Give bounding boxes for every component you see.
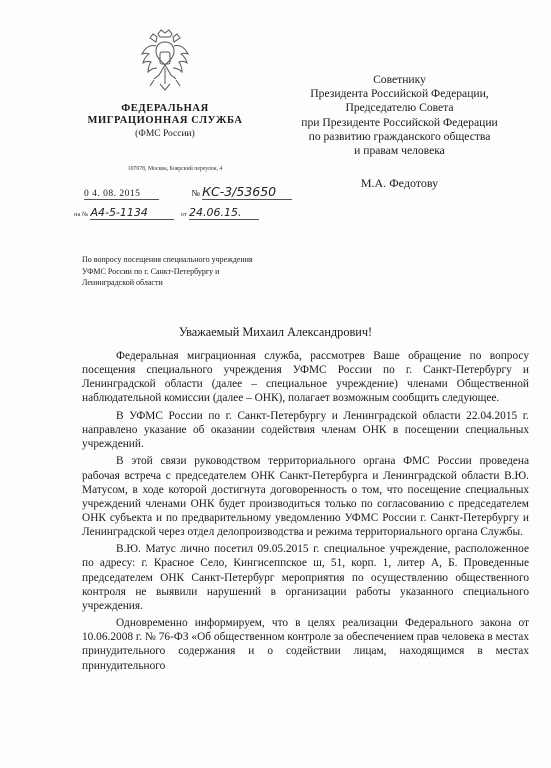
org-abbreviation: (ФМС России) — [135, 129, 195, 139]
subject-line: Ленинградской области — [82, 278, 163, 287]
addressee-line: Президента Российской Федерации, — [310, 87, 489, 101]
outgoing-number: КС-3/53650 — [202, 184, 292, 200]
reference-prefix: на № — [74, 211, 89, 218]
addressee-line: при Президенте Российской Федерации — [301, 115, 498, 129]
org-name — [70, 103, 260, 127]
reference-from-label: от — [180, 211, 187, 218]
org-address: 107078, Москва, Боярский переулок, 4 — [127, 166, 223, 172]
addressee-name: М.А. Федотову — [360, 176, 439, 190]
addressee-block — [262, 73, 537, 158]
reference-line — [74, 206, 259, 220]
coat-of-arms-eagle-icon — [140, 28, 190, 98]
outgoing-date: 0 4. 08. 2015 — [84, 189, 159, 200]
salutation: Уважаемый Михаил Александрович! — [178, 325, 373, 339]
subject-line: По вопросу посещения специального учреждения — [82, 255, 253, 264]
org-name-line1: ФЕДЕРАЛЬНАЯ — [121, 103, 209, 114]
addressee-line: по развитию гражданского общества — [308, 129, 491, 143]
body-paragraph: Федеральная миграционная служба, рассмотрев Ваше обращение по вопросу посещения специального учреждения УФМС России по г. Санкт-Петербургу и Ленинградской области (далее – специальное учреждение) членами Общественной наблюдательной комиссии (далее – ОНК), полагает возможным сообщить следующее. — [82, 350, 529, 405]
addressee-line: Председателю Совета — [345, 101, 454, 115]
body-paragraph: В этой связи руководством территориального органа ФМС России проведена рабочая встреча с председателем ОНК Санкт-Петербурга и Ленинградской области В.Ю. Матусом, в ходе которой достигнута договоренность о том, что посещение специальных учреждений членами ОНК будет производиться только по согласованию с председателем ОНК субъекта и по предварительному уведомлению УФМС России г. Санкт-Петербургу и Ленинградской через отдел делопроизводства и режима территориального органа Службы. — [82, 455, 529, 538]
registration-date-line — [84, 184, 292, 200]
letter-body — [82, 349, 529, 676]
body-paragraph: В УФМС России по г. Санкт-Петербургу и Ленинградской области 22.04.2015 г. направлено указание об оказании содействия членам ОНК в посещении специальных учреждений. — [82, 409, 529, 450]
subject-line: УФМС России по г. Санкт-Петербургу и — [82, 266, 220, 276]
body-paragraph: В.Ю. Матус лично посетил 09.05.2015 г. специальное учреждение, расположенное по адресу: г. Красное Село, Кингисеппское ш, 51, корп. 1, литер А, Б. Проведенные председателем ОНК Санкт-Петербург мероприятия по осуществлению общественного контроля не выявили нарушений в организации работы указанного специального учреждения. — [82, 543, 529, 612]
body-paragraph: Одновременно информируем, что в целях реализации Федерального закона от 10.06.2008 г. № 76-ФЗ «Об общественном контроле за обеспечением прав человека в местах принудительного содержания и о содействии лицам, находящимся в местах принудительного — [82, 617, 529, 672]
number-label: № — [191, 188, 200, 198]
reference-number: А4-5-1134 — [90, 206, 174, 220]
addressee-line: и правам человека — [354, 144, 445, 158]
addressee-line: Советнику — [373, 73, 426, 86]
reference-date: 24.06.15. — [189, 206, 259, 220]
org-name-line2: МИГРАЦИОННАЯ СЛУЖБА — [87, 115, 243, 126]
subject-block — [82, 254, 282, 289]
